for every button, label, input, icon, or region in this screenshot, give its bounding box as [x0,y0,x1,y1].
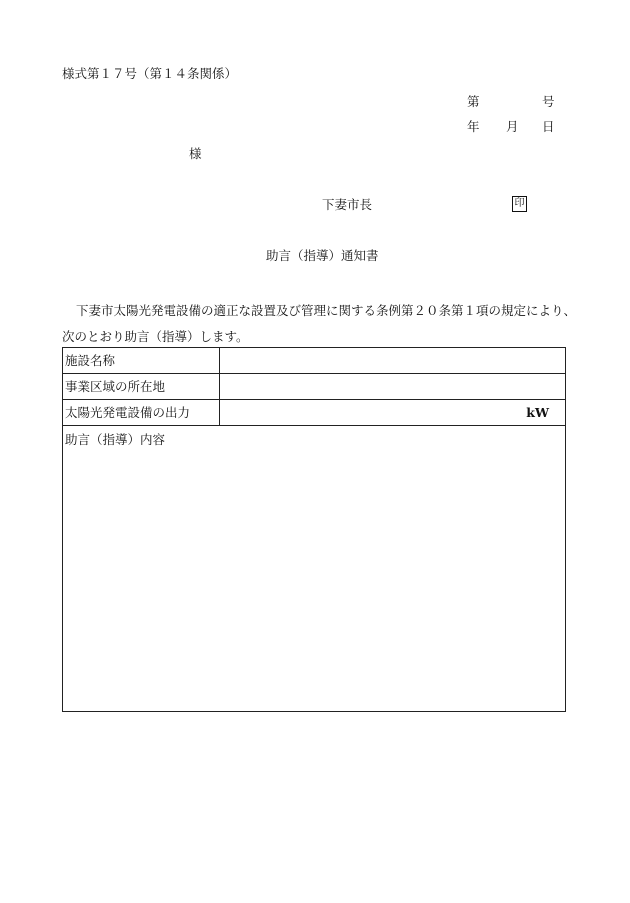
location-label: 事業区域の所在地 [65,379,166,394]
date-day-label: 日 [542,119,555,134]
issuer-name: 下妻市長 [322,197,373,212]
document-title: 助言（指導）通知書 [266,248,379,263]
form-number: 様式第１７号（第１４条関係） [62,66,238,81]
body-paragraph [62,298,577,350]
table-row-location [63,374,565,400]
addressee-suffix: 様 [189,146,202,161]
output-label: 太陽光発電設備の出力 [65,405,191,420]
output-unit: kW [526,405,549,420]
date-year-label: 年 [467,119,480,134]
document-number-suffix: 号 [542,94,555,109]
table-row-output [63,400,565,426]
table-row-facility-name [63,348,565,374]
body-line-1: 下妻市太陽光発電設備の適正な設置及び管理に関する条例第２０条第１項の規定により、 [76,303,577,318]
location-field[interactable] [221,374,565,399]
body-line-2: 次のとおり助言（指導）します。 [62,329,249,344]
column-divider [219,348,220,373]
column-divider [219,400,220,425]
document-number-prefix: 第 [467,94,480,109]
advice-content-section[interactable] [63,426,565,711]
form-table [62,347,566,712]
advice-content-label: 助言（指導）内容 [65,432,166,447]
seal-mark: 印 [512,196,527,212]
date-month-label: 月 [506,119,519,134]
column-divider [219,374,220,399]
facility-name-field[interactable] [221,348,565,373]
output-field[interactable] [221,400,565,425]
facility-name-label: 施設名称 [65,353,116,368]
